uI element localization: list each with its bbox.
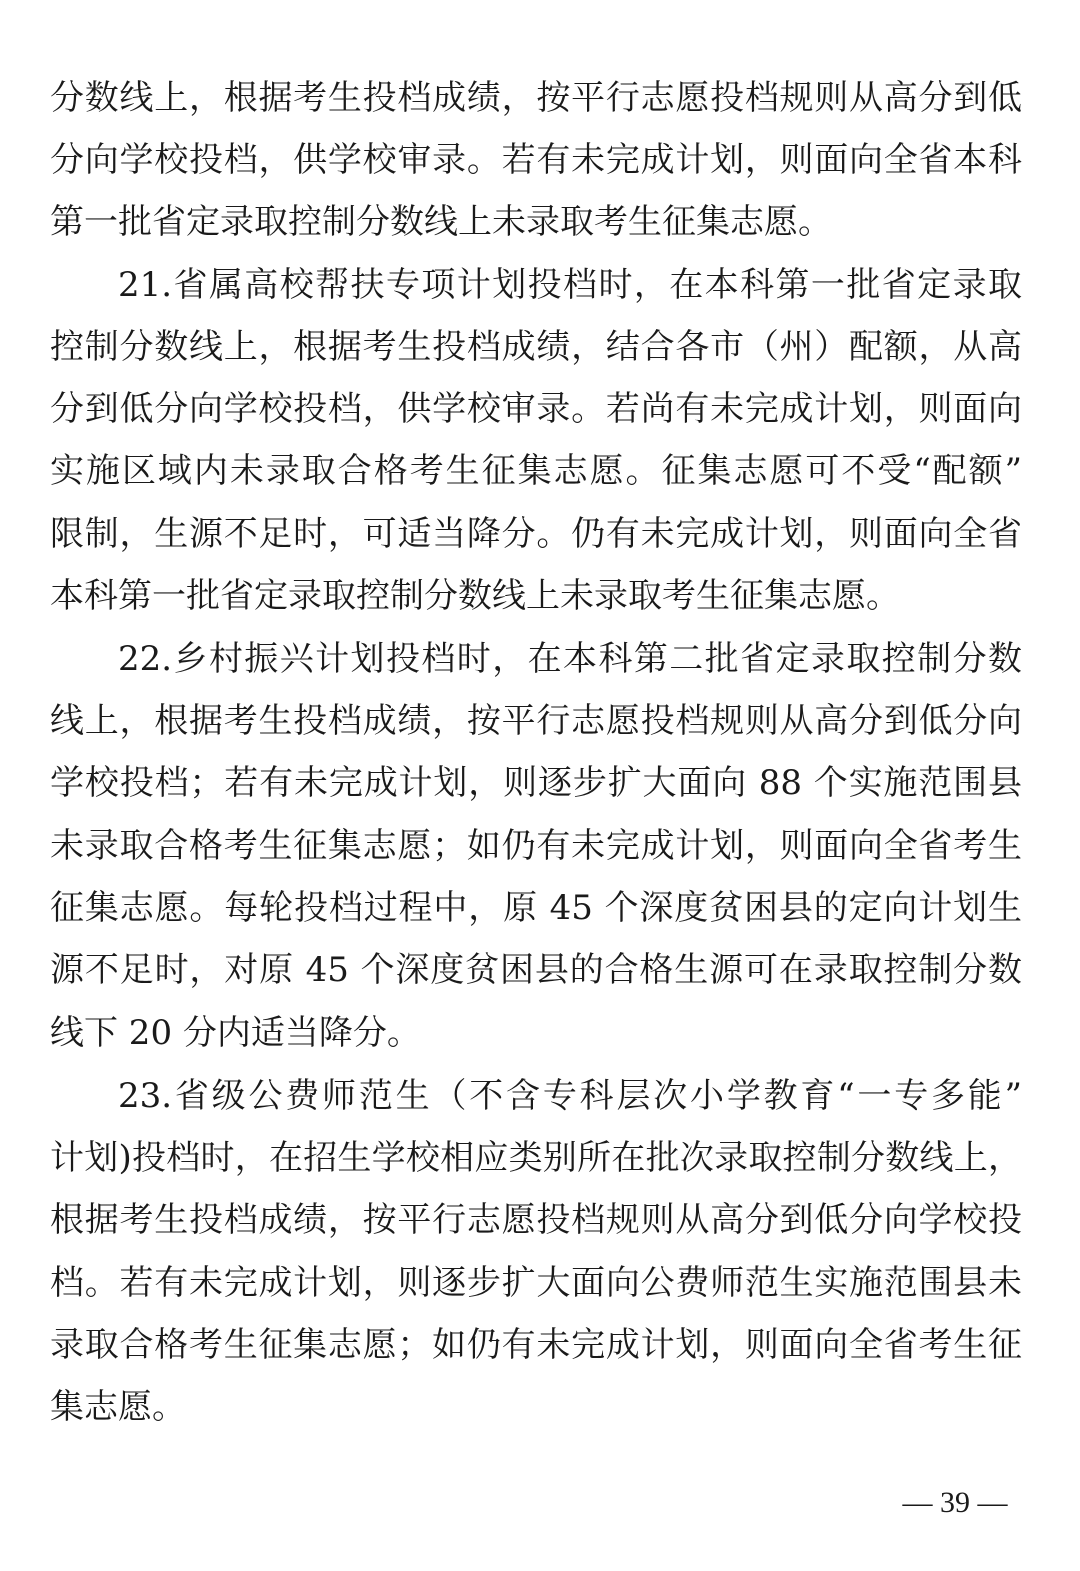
paragraph-23-first-line: 23.省级公费师范生（不含专科层次小学教育“一专多能” bbox=[118, 1076, 1022, 1116]
text-line: 计划)投档时，在招生学校相应类别所在批次录取控制分数线上， bbox=[50, 1138, 1022, 1178]
page-number: — 39 — bbox=[902, 1486, 1008, 1519]
text-line: 源不足时，对原 45 个深度贫困县的合格生源可在录取控制分数 bbox=[50, 950, 1022, 990]
text-line: 限制，生源不足时，可适当降分。仍有未完成计划，则面向全省 bbox=[50, 514, 1022, 554]
text-line: 学校投档；若有未完成计划，则逐步扩大面向 88 个实施范围县 bbox=[50, 763, 1022, 803]
text-line: 录取合格考生征集志愿；如仍有未完成计划，则面向全省考生征 bbox=[50, 1325, 1022, 1365]
text-line: 征集志愿。每轮投档过程中，原 45 个深度贫困县的定向计划生 bbox=[50, 888, 1022, 928]
text-line: 未录取合格考生征集志愿；如仍有未完成计划，则面向全省考生 bbox=[50, 826, 1022, 866]
text-line: 分数线上，根据考生投档成绩，按平行志愿投档规则从高分到低 bbox=[50, 78, 1022, 118]
paragraph-22-first-line: 22.乡村振兴计划投档时，在本科第二批省定录取控制分数 bbox=[118, 639, 1022, 679]
text-line: 第一批省定录取控制分数线上未录取考生征集志愿。 bbox=[50, 202, 832, 242]
text-line: 实施区域内未录取合格考生征集志愿。征集志愿可不受“配额” bbox=[50, 451, 1022, 491]
text-line: 分到低分向学校投档，供学校审录。若尚有未完成计划，则面向 bbox=[50, 389, 1022, 429]
text-line: 控制分数线上，根据考生投档成绩，结合各市（州）配额，从高 bbox=[50, 327, 1022, 367]
text-line: 档。若有未完成计划，则逐步扩大面向公费师范生实施范围县未 bbox=[50, 1263, 1022, 1303]
text-line: 线上，根据考生投档成绩，按平行志愿投档规则从高分到低分向 bbox=[50, 701, 1022, 741]
text-line: 分向学校投档，供学校审录。若有未完成计划，则面向全省本科 bbox=[50, 140, 1022, 180]
text-line: 本科第一批省定录取控制分数线上未录取考生征集志愿。 bbox=[50, 576, 900, 616]
text-line: 集志愿。 bbox=[50, 1387, 186, 1427]
text-line: 线下 20 分内适当降分。 bbox=[50, 1013, 421, 1053]
text-line: 根据考生投档成绩，按平行志愿投档规则从高分到低分向学校投 bbox=[50, 1200, 1022, 1240]
paragraph-21-first-line: 21.省属高校帮扶专项计划投档时，在本科第一批省定录取 bbox=[118, 265, 1022, 305]
